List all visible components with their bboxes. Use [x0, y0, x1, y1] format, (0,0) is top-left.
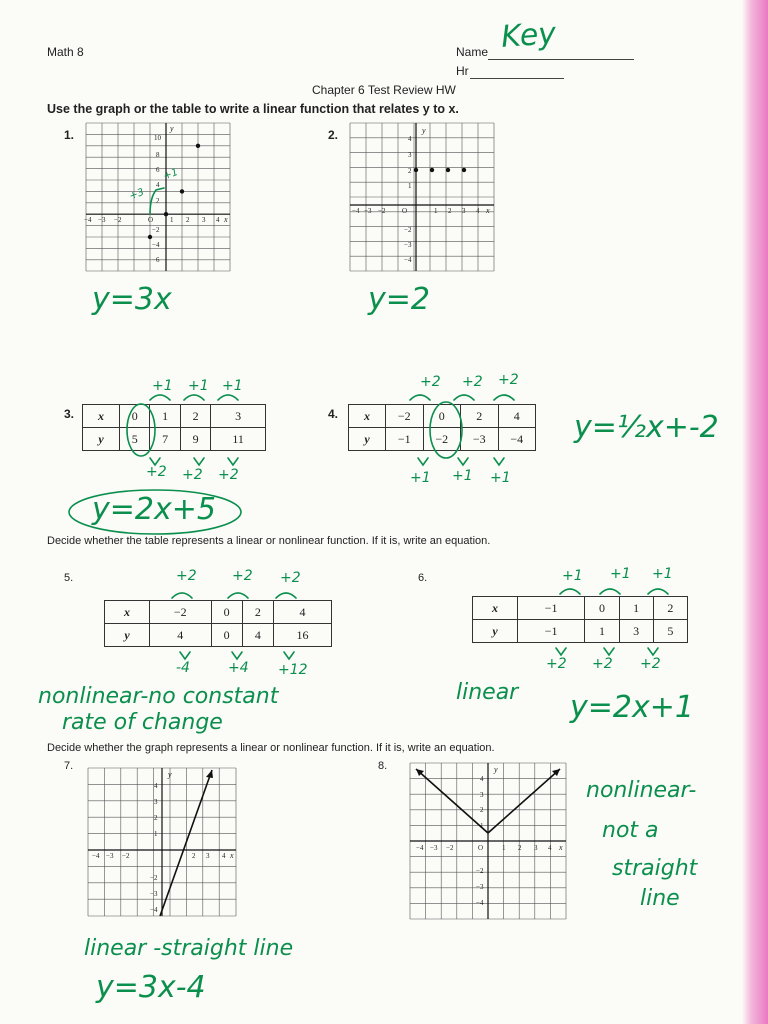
graph-2	[350, 123, 494, 271]
g7-xtick-3: 2	[192, 852, 196, 860]
g2-ytick-6: −4	[404, 256, 412, 264]
g2-ytick-2: 2	[408, 167, 412, 175]
graph-8	[410, 763, 566, 919]
g8-ytick-2: 2	[480, 806, 484, 814]
p5-bottom-note-3: +12	[278, 662, 308, 678]
p3-bottom-note-2: +2	[182, 467, 203, 483]
p2-answer: y=2	[368, 282, 430, 317]
p6-top-arc-2	[600, 589, 620, 594]
table-cell: y	[105, 624, 150, 647]
problem-8-number: 8.	[378, 760, 388, 772]
g1-xaxis-label: x	[224, 215, 228, 224]
g7-ytick-5: −3	[150, 890, 158, 898]
p8-answer-line-4: line	[640, 886, 680, 911]
p3-bottom-note-1: +2	[146, 464, 167, 480]
pink-highlighter-edge	[742, 0, 768, 1024]
g2-ytick-3: 1	[408, 182, 412, 190]
g8-xaxis-label: x	[559, 843, 563, 852]
g1-xtick-0: −4	[84, 216, 92, 224]
g7-line	[160, 770, 212, 916]
g7-xtick-2: −2	[122, 852, 130, 860]
table-row	[349, 405, 536, 428]
problem-3-number: 3.	[64, 407, 75, 421]
name-label: Name	[456, 45, 489, 59]
p8-answer-line-3: straight	[612, 856, 698, 881]
table-row	[83, 405, 266, 428]
table-cell: x	[473, 597, 518, 620]
g2-yaxis-label: y	[422, 126, 426, 135]
g8-xtick-3: O	[478, 844, 484, 852]
g1-point-c	[180, 189, 184, 193]
g1-yaxis-label: y	[170, 124, 174, 133]
p6-bottom-note-1: +2	[546, 656, 567, 672]
p4-answer: y=½x+-2	[574, 410, 719, 445]
table-3	[82, 404, 266, 451]
p5-top-arc-3	[276, 593, 296, 598]
g8-xtick-2: −2	[446, 844, 454, 852]
table-cell: −3	[461, 428, 499, 451]
section2-instruction: Decide whether the table represents a linear or nonlinear function. If it is, write an equation.	[47, 535, 491, 547]
p5-answer-line-2: rate of change	[62, 710, 223, 735]
p5-top-arc-2	[228, 593, 248, 598]
g1-ytick-7: −6	[152, 256, 160, 264]
g2-point-b	[430, 168, 434, 172]
page-title: Chapter 6 Test Review HW	[312, 83, 456, 97]
g2-xtick-2: −2	[378, 207, 386, 215]
table-row	[473, 620, 688, 643]
g1-xtick-3: O	[148, 216, 154, 224]
g8-ytick-0: 4	[480, 775, 484, 783]
p6-top-arc-1	[560, 589, 580, 594]
g8-ytick-4: −2	[476, 867, 484, 875]
g2-xtick-1: −3	[364, 207, 372, 215]
problem-2-number: 2.	[328, 128, 339, 142]
p1-run-note: +1	[162, 166, 180, 183]
problem-6-number: 6.	[418, 572, 428, 584]
p4-top-note-3: +2	[498, 372, 519, 388]
g8-xtick-1: −3	[430, 844, 438, 852]
p4-bottom-note-1: +1	[410, 470, 431, 486]
g8-xtick-7: 4	[548, 844, 552, 852]
course-label: Math 8	[47, 45, 84, 59]
table-cell: 2	[242, 601, 273, 624]
g1-xtick-7: 4	[216, 216, 220, 224]
g1-ytick-3: 4	[156, 181, 160, 189]
table-cell: y	[473, 620, 518, 643]
p3-check-2	[194, 458, 204, 465]
g7-xaxis-label: x	[230, 851, 234, 860]
table-cell: 0	[211, 624, 242, 647]
problem-7-number: 7.	[64, 760, 74, 772]
g1-xtick-2: −2	[114, 216, 122, 224]
g2-xtick-0: −4	[352, 207, 360, 215]
table-cell: 0	[120, 405, 150, 428]
p6-bottom-note-2: +2	[592, 656, 613, 672]
p8-answer-line-2: not a	[602, 818, 659, 843]
p5-top-note-1: +2	[176, 568, 197, 584]
table-cell: 5	[653, 620, 687, 643]
p4-check-2	[458, 458, 468, 465]
p4-check-1	[418, 458, 428, 465]
p6-check-2	[604, 648, 614, 655]
g8-ytick-6: −4	[476, 899, 484, 907]
p1-rise-note: +3	[128, 186, 146, 203]
p3-top-note-2: +1	[188, 378, 209, 394]
table-cell: 11	[211, 428, 266, 451]
p5-check-3	[284, 652, 294, 659]
g7-arrow-up	[206, 770, 213, 778]
g1-ytick-4: 2	[156, 197, 160, 205]
table-cell: y	[349, 428, 386, 451]
g2-xtick-3: O	[402, 207, 408, 215]
p3-answer: y=2x+5	[92, 492, 216, 527]
g2-ytick-5: −3	[404, 241, 412, 249]
table-cell: 7	[150, 428, 180, 451]
table-cell: −1	[518, 597, 585, 620]
table-cell: 2	[180, 405, 210, 428]
table-cell: 0	[423, 405, 461, 428]
g7-xtick-1: −3	[106, 852, 114, 860]
g2-xtick-4: 1	[434, 207, 438, 215]
graph-2-grid	[350, 123, 494, 271]
g8-ytick-5: −3	[476, 883, 484, 891]
g1-ytick-6: −4	[152, 241, 160, 249]
p5-bottom-note-2: +4	[228, 660, 249, 676]
table-cell: y	[83, 428, 120, 451]
p6-answer-equation: y=2x+1	[570, 690, 694, 725]
table-cell: 2	[461, 405, 499, 428]
g7-xtick-4: 3	[206, 852, 210, 860]
table-cell: 5	[120, 428, 150, 451]
g1-ytick-2: 6	[156, 166, 160, 174]
p4-top-arc-3	[494, 395, 514, 400]
p3-top-note-3: +1	[222, 378, 243, 394]
table-cell: −2	[150, 601, 212, 624]
p4-top-note-2: +2	[462, 374, 483, 390]
p6-top-note-2: +1	[610, 566, 631, 582]
p6-check-3	[648, 648, 658, 655]
instruction: Use the graph or the table to write a linear function that relates y to x.	[47, 102, 459, 116]
g2-ytick-4: −2	[404, 226, 412, 234]
p3-top-arc-1	[150, 395, 170, 400]
table-cell: x	[349, 405, 386, 428]
g2-ytick-1: 3	[408, 151, 412, 159]
table-cell: −2	[386, 405, 424, 428]
p6-top-arc-3	[648, 589, 668, 594]
g7-ytick-0: 4	[154, 782, 158, 790]
p4-check-3	[494, 458, 504, 465]
p8-answer-line-1: nonlinear-	[586, 778, 697, 803]
table-cell: 0	[585, 597, 619, 620]
graph-7	[88, 768, 236, 916]
g2-point-a	[414, 168, 418, 172]
p5-top-arc-1	[172, 593, 192, 598]
table-6	[472, 596, 688, 643]
table-cell: x	[83, 405, 120, 428]
table-row	[473, 597, 688, 620]
table-cell: 4	[242, 624, 273, 647]
table-row	[349, 428, 536, 451]
p3-check-3	[228, 458, 238, 465]
table-5	[104, 600, 332, 647]
g2-xaxis-label: x	[486, 206, 490, 215]
table-cell: 16	[273, 624, 331, 647]
g7-xtick-0: −4	[92, 852, 100, 860]
g7-ytick-6: −4	[150, 906, 158, 914]
g1-ytick-5: −2	[152, 226, 160, 234]
p4-top-arc-2	[454, 395, 474, 400]
table-cell: 1	[619, 597, 653, 620]
name-line	[488, 59, 634, 60]
problem-5-number: 5.	[64, 572, 74, 584]
g1-ytick-1: 8	[156, 151, 160, 159]
table-4	[348, 404, 536, 451]
p3-top-note-1: +1	[152, 378, 173, 394]
p3-top-arc-2	[184, 395, 204, 400]
table-cell: 1	[585, 620, 619, 643]
g2-xtick-5: 2	[448, 207, 452, 215]
p3-top-arc-3	[218, 395, 238, 400]
table-cell: x	[105, 601, 150, 624]
g8-ytick-3: 1	[480, 822, 484, 830]
table-cell: 4	[273, 601, 331, 624]
table-cell: 3	[619, 620, 653, 643]
g8-xtick-6: 3	[534, 844, 538, 852]
g2-xtick-6: 3	[462, 207, 466, 215]
problem-4-number: 4.	[328, 407, 339, 421]
p4-top-arc-1	[410, 395, 430, 400]
g7-ytick-3: 1	[154, 830, 158, 838]
g8-yaxis-label: y	[494, 765, 498, 774]
g2-point-d	[462, 168, 466, 172]
table-row	[105, 601, 332, 624]
problem-1-number: 1.	[64, 128, 75, 142]
graph-7-axes	[88, 768, 236, 916]
p6-answer-word: linear	[456, 680, 519, 705]
g1-point-a	[148, 235, 152, 239]
g2-ytick-0: 4	[408, 135, 412, 143]
table-cell: −4	[498, 428, 536, 451]
graph-1	[86, 123, 230, 271]
section3-instruction: Decide whether the graph represents a linear or nonlinear function. If it is, write an equation.	[47, 742, 495, 754]
table-row	[83, 428, 266, 451]
g8-ytick-1: 3	[480, 791, 484, 799]
g8-xtick-0: −4	[416, 844, 424, 852]
p5-top-note-2: +2	[232, 568, 253, 584]
p6-top-note-1: +1	[562, 568, 583, 584]
hr-label: Hr	[456, 64, 469, 78]
g7-ytick-4: −2	[150, 874, 158, 882]
p4-bottom-note-3: +1	[490, 470, 511, 486]
hr-line	[470, 78, 564, 79]
p6-bottom-note-3: +2	[640, 656, 661, 672]
table-cell: −1	[518, 620, 585, 643]
g7-ytick-2: 2	[154, 814, 158, 822]
g1-xtick-5: 2	[186, 216, 190, 224]
table-cell: 0	[211, 601, 242, 624]
g1-xtick-1: −3	[98, 216, 106, 224]
p5-top-note-3: +2	[280, 570, 301, 586]
g1-ytick-0: 10	[154, 134, 161, 142]
p4-top-note-1: +2	[420, 374, 441, 390]
table-cell: 9	[180, 428, 210, 451]
g7-xtick-5: 4	[222, 852, 226, 860]
table-cell: 2	[653, 597, 687, 620]
g1-xtick-4: 1	[170, 216, 174, 224]
g7-yaxis-label: y	[168, 770, 172, 779]
g8-xtick-5: 2	[518, 844, 522, 852]
g8-xtick-4: 1	[502, 844, 506, 852]
p5-check-2	[232, 652, 242, 659]
p4-bottom-note-2: +1	[452, 468, 473, 484]
p5-check-1	[180, 652, 190, 659]
p1-answer: y=3x	[92, 282, 172, 317]
g2-xtick-7: 4	[476, 207, 480, 215]
p6-check-1	[556, 648, 566, 655]
p6-top-note-3: +1	[652, 566, 673, 582]
table-cell: 3	[211, 405, 266, 428]
g1-point-b	[164, 212, 168, 216]
signature: Key	[500, 16, 558, 55]
table-cell: 4	[498, 405, 536, 428]
p3-bottom-note-3: +2	[218, 467, 239, 483]
g2-point-c	[446, 168, 450, 172]
table-cell: 4	[150, 624, 212, 647]
p5-answer-line-1: nonlinear-no constant	[38, 684, 279, 709]
p7-answer-line-2: y=3x-4	[96, 970, 206, 1005]
g7-ytick-1: 3	[154, 798, 158, 806]
table-cell: −1	[386, 428, 424, 451]
graph-8-axes	[410, 763, 566, 919]
g1-xtick-6: 3	[202, 216, 206, 224]
p7-answer-line-1: linear -straight line	[84, 936, 294, 961]
g1-point-d	[196, 144, 200, 148]
table-cell: −2	[423, 428, 461, 451]
table-cell: 1	[150, 405, 180, 428]
p5-bottom-note-1: -4	[176, 660, 190, 676]
table-row	[105, 624, 332, 647]
